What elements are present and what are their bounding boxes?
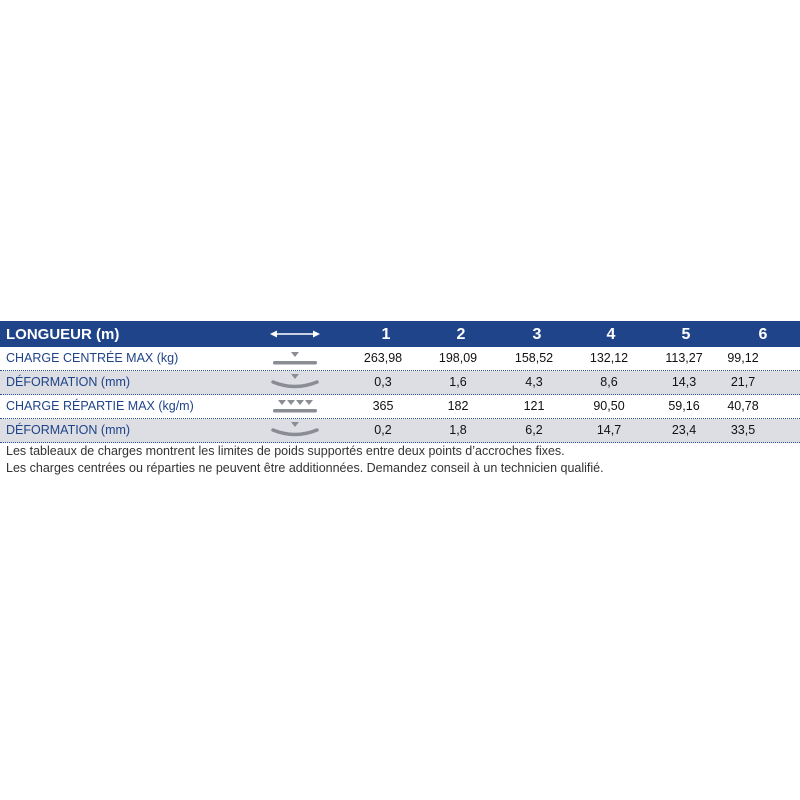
distributed-load-icon [267,395,323,418]
table-row-centered-load [0,347,800,371]
table-cell: 14,7 [596,423,622,437]
table-cell: 121 [523,399,545,413]
table-cell: 33,5 [730,423,756,437]
table-cell: 263,98 [363,351,403,365]
length-3-header: 3 [532,326,542,343]
table-cell: 14,3 [671,375,697,389]
table-row-distributed-deflection [0,419,800,443]
length-6-header: 6 [758,326,768,343]
row-label: CHARGE CENTRÉE MAX (kg) [6,351,179,365]
distributed-deflection-icon [267,419,323,442]
length-5-header: 5 [681,326,691,343]
row-label: DÉFORMATION (mm) [6,375,131,389]
table-row-centered-deflection [0,371,800,395]
table-cell: 158,52 [514,351,554,365]
table-cell: 132,12 [589,351,629,365]
length-2-header: 2 [456,326,466,343]
table-cell: 113,27 [665,351,703,365]
table-cell: 365 [372,399,394,413]
table-cell: 23,4 [671,423,697,437]
row-label: CHARGE RÉPARTIE MAX (kg/m) [6,399,194,413]
note-line-2: Les charges centrées ou réparties ne peuvent être additionnées. Demandez conseil à un technicien qualifié. [6,461,604,475]
load-table [0,321,800,443]
table-cell: 198,09 [438,351,478,365]
table-cell: 90,50 [593,399,625,413]
table-cell: 182 [447,399,469,413]
length-4-header: 4 [606,326,616,343]
table-cell: 21,7 [730,375,756,389]
table-cell: 1,6 [449,375,467,389]
note-line-1: Les tableaux de charges montrent les limites de poids supportés entre deux points d’accroches fixes. [6,444,565,458]
table-cell: 0,3 [374,375,392,389]
table-cell: 59,16 [668,399,700,413]
table-notes [6,443,604,477]
table-cell: 8,6 [600,375,618,389]
row-label: DÉFORMATION (mm) [6,423,131,437]
table-cell: 99,12 [727,351,759,365]
table-cell: 6,2 [525,423,543,437]
table-cell: 4,3 [525,375,543,389]
table-cell: 40,78 [727,399,759,413]
table-row-distributed-load [0,395,800,419]
table-cell: 1,8 [449,423,467,437]
length-header-label: LONGUEUR (m) [6,326,120,343]
centered-deflection-icon [267,371,323,394]
length-1-header: 1 [381,326,391,343]
centered-load-icon [267,347,323,370]
table-cell: 0,2 [374,423,392,437]
double-arrow-icon [267,321,323,347]
table-header [0,321,800,347]
